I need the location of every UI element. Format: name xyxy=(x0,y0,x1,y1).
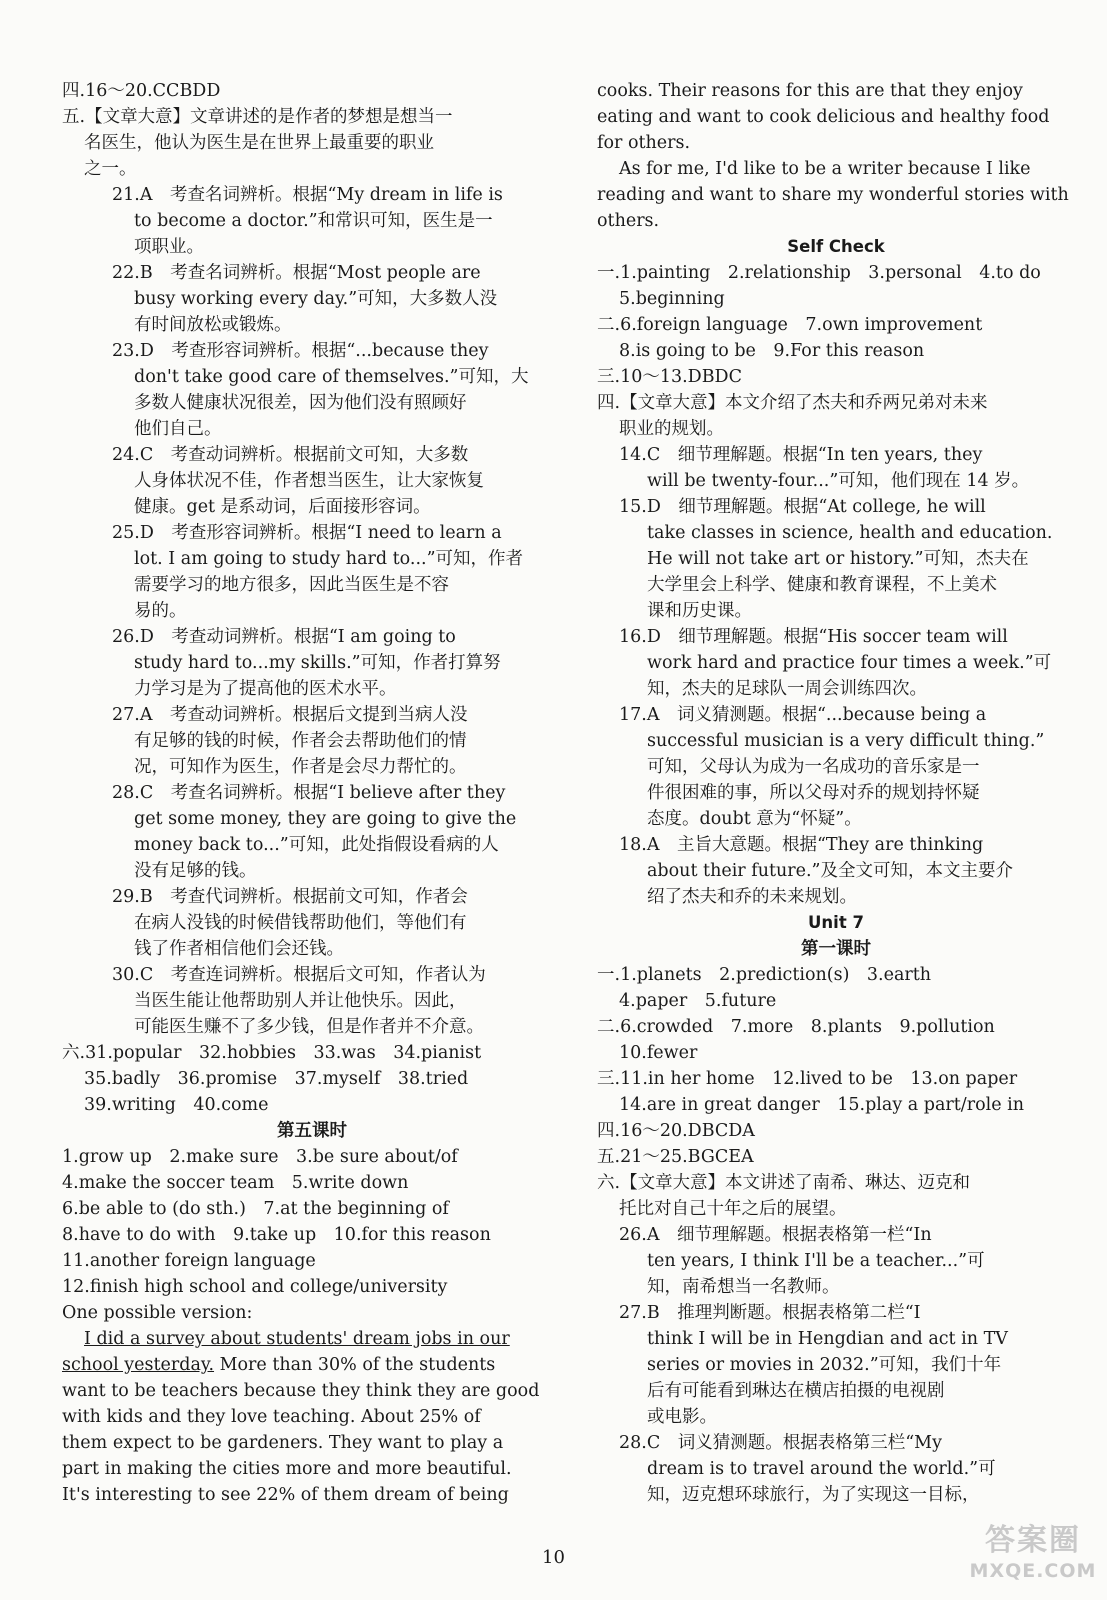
text-line: 四.16～20.DBCDA xyxy=(597,1121,755,1141)
text-line: 8.is going to be 9.For this reason xyxy=(619,341,925,361)
text-line: 件很困难的事，所以父母对乔的规划持怀疑 xyxy=(647,783,980,803)
text-line: 6.be able to (do sth.) 7.at the beginning of xyxy=(62,1199,449,1219)
text-line: 知，杰夫的足球队一周会训练四次。 xyxy=(647,679,927,699)
text-line: 39.writing 40.come xyxy=(84,1095,269,1115)
text-line: 26.D 考查动词辨析。根据“I am going to xyxy=(112,627,456,647)
text-line: 23.D 考查形容词辨析。根据“...because they xyxy=(112,341,489,361)
text-line: He will not take art or history.”可知，杰夫在 xyxy=(647,549,1029,569)
text-line: 在病人没钱的时候借钱帮助他们，等他们有 xyxy=(134,913,467,933)
text-line: 24.C 考查动词辨析。根据前文可知，大多数 xyxy=(112,445,469,465)
text-line: eating and want to cook delicious and healthy food xyxy=(597,107,1050,127)
text-line: others. xyxy=(597,211,660,231)
text-line: ten years, I think I'll be a teacher...”可 xyxy=(647,1251,985,1271)
text-line: 可知，父母认为成为一名成功的音乐家是一 xyxy=(647,757,980,777)
text-line: money back to...”可知，此处指假设看病的人 xyxy=(134,835,499,855)
text-line: 21.A 考查名词辨析。根据“My dream in life is xyxy=(112,185,503,205)
text-line: 10.fewer xyxy=(619,1043,698,1063)
text-line: cooks. Their reasons for this are that they enjoy xyxy=(597,81,1023,101)
section-heading: 第五课时 xyxy=(277,1121,347,1141)
text-line: 17.A 词义猜测题。根据“...because being a xyxy=(619,705,987,725)
text-line: 二.6.foreign language 7.own improvement xyxy=(597,315,983,335)
text-line: 有时间放松或锻炼。 xyxy=(134,315,292,335)
left-column xyxy=(62,78,562,1508)
section-heading: Self Check xyxy=(787,237,885,256)
text-line: 12.finish high school and college/university xyxy=(62,1277,448,1297)
text-line: 14.are in great danger 15.play a part/role in xyxy=(619,1095,1024,1115)
text-line: 27.A 考查动词辨析。根据后文提到当病人没 xyxy=(112,705,468,725)
text-line: 22.B 考查名词辨析。根据“Most people are xyxy=(112,263,481,283)
text-line: lot. I am going to study hard to...”可知，作者 xyxy=(134,549,524,569)
text-line: want to be teachers because they think they are good xyxy=(62,1381,540,1401)
text-line: 三.11.in her home 12.lived to be 13.on paper xyxy=(597,1069,1018,1089)
text-line: busy working every day.”可知，大多数人没 xyxy=(134,289,498,309)
text-line: 六.【文章大意】本文讲述了南希、琳达、迈克和 xyxy=(597,1173,971,1193)
right-column xyxy=(597,78,1075,1508)
text-line: study hard to...my skills.”可知，作者打算努 xyxy=(134,653,501,673)
text-line: 5.beginning xyxy=(619,289,725,309)
text-line: 课和历史课。 xyxy=(647,601,752,621)
text-line: I did a survey about students' dream jobs in our xyxy=(84,1329,510,1349)
text-line: take classes in science, health and education. xyxy=(647,523,1053,543)
text-line: reading and want to share my wonderful stories with xyxy=(597,185,1069,205)
watermark-text: 答案圈 xyxy=(985,1523,1081,1558)
text-line: 知，南希想当一名教师。 xyxy=(647,1277,840,1297)
text-line: 需要学习的地方很多，因此当医生是不容 xyxy=(134,575,449,595)
text-line: 五.21～25.BGCEA xyxy=(597,1147,754,1167)
text-line: 1.grow up 2.make sure 3.be sure about/of xyxy=(62,1147,458,1167)
text-line: 25.D 考查形容词辨析。根据“I need to learn a xyxy=(112,523,502,543)
text-line: don't take good care of themselves.”可知，大 xyxy=(134,367,529,387)
text-line: 五.【文章大意】文章讲述的是作者的梦想是想当一 xyxy=(62,107,453,127)
text-line: work hard and practice four times a week.”可 xyxy=(647,653,1052,673)
text-line: 六.31.popular 32.hobbies 33.was 34.pianist xyxy=(62,1043,482,1063)
text-line: 三.10～13.DBDC xyxy=(597,367,742,387)
text-line: 没有足够的钱。 xyxy=(134,861,257,881)
page-number: 10 xyxy=(542,1547,565,1568)
text-line: 四.【文章大意】本文介绍了杰夫和乔两兄弟对未来 xyxy=(597,393,988,413)
text-line: 8.have to do with 9.take up 10.for this reason xyxy=(62,1225,491,1245)
text-line: for others. xyxy=(597,133,691,153)
text-line: 四.16～20.CCBDD xyxy=(62,81,221,101)
text-line: 态度。doubt 意为“怀疑”。 xyxy=(647,809,862,829)
text-line: with kids and they love teaching. About 25% of xyxy=(62,1407,481,1427)
text-line: 力学习是为了提高他的医术水平。 xyxy=(134,679,397,699)
text-line: about their future.”及全文可知，本文主要介 xyxy=(647,861,1014,881)
text-line: get some money, they are going to give the xyxy=(134,809,517,829)
text-line: part in making the cities more and more beautiful. xyxy=(62,1459,512,1479)
text-line: 14.C 细节理解题。根据“In ten years, they xyxy=(619,445,983,465)
text-line: 托比对自己十年之后的展望。 xyxy=(619,1199,847,1219)
text-line: 11.another foreign language xyxy=(62,1251,316,1271)
text-line: 之一。 xyxy=(84,159,137,179)
text-line: 35.badly 36.promise 37.myself 38.tried xyxy=(84,1069,469,1089)
section-heading: Unit 7 xyxy=(808,913,864,932)
text-line: 27.B 推理判断题。根据表格第二栏“I xyxy=(619,1303,921,1323)
text-line: 人身体状况不佳，作者想当医生，让大家恢复 xyxy=(134,471,484,491)
text-line: One possible version: xyxy=(62,1303,253,1323)
text-line: 名医生，他认为医生是在世界上最重要的职业 xyxy=(84,133,434,153)
text-line: 职业的规划。 xyxy=(619,419,724,439)
text-line: 28.C 词义猜测题。根据表格第三栏“My xyxy=(619,1433,942,1453)
text-line: 26.A 细节理解题。根据表格第一栏“In xyxy=(619,1225,932,1245)
text-line: 况，可知作为医生，作者是会尽力帮忙的。 xyxy=(134,757,467,777)
text-line: 30.C 考查连词辨析。根据后文可知，作者认为 xyxy=(112,965,486,985)
text-line: them expect to be gardeners. They want to play a xyxy=(62,1433,504,1453)
text-line: 绍了杰夫和乔的未来规划。 xyxy=(647,887,857,907)
text-line: 18.A 主旨大意题。根据“They are thinking xyxy=(619,835,984,855)
text-line: 当医生能让他帮助别人并让他快乐。因此， xyxy=(134,991,467,1011)
text-line: to become a doctor.”和常识可知，医生是一 xyxy=(134,211,493,231)
text-line: school yesterday. More than 30% of the students xyxy=(62,1355,496,1375)
text-line: 项职业。 xyxy=(134,237,204,257)
text-line: 知，迈克想环球旅行，为了实现这一目标， xyxy=(647,1485,980,1505)
text-line: 可能医生赚不了多少钱，但是作者并不介意。 xyxy=(134,1017,484,1037)
text-line: 15.D 细节理解题。根据“At college, he will xyxy=(619,497,986,517)
text-line: 二.6.crowded 7.more 8.plants 9.pollution xyxy=(597,1017,995,1037)
watermark-logo xyxy=(968,1522,1098,1592)
text-line: 一.1.planets 2.prediction(s) 3.earth xyxy=(597,965,932,985)
text-line: 或电影。 xyxy=(647,1407,717,1427)
text-line: 29.B 考查代词辨析。根据前文可知，作者会 xyxy=(112,887,468,907)
text-line: It's interesting to see 22% of them dream of being xyxy=(62,1485,509,1505)
text-line: 后有可能看到琳达在横店拍摄的电视剧 xyxy=(647,1381,945,1401)
watermark-url: MXQE.COM xyxy=(969,1560,1097,1582)
text-line: 多数人健康状况很差，因为他们没有照顾好 xyxy=(134,393,467,413)
text-line: 健康。get 是系动词，后面接形容词。 xyxy=(134,497,431,517)
section-heading: 第一课时 xyxy=(801,939,871,959)
text-line: think I will be in Hengdian and act in TV xyxy=(647,1329,1008,1349)
text-line: dream is to travel around the world.”可 xyxy=(647,1459,996,1479)
text-line: 一.1.painting 2.relationship 3.personal 4.to do xyxy=(597,263,1041,283)
text-line: 4.make the soccer team 5.write down xyxy=(62,1173,409,1193)
text-line: 16.D 细节理解题。根据“His soccer team will xyxy=(619,627,1008,647)
text-line: As for me, I'd like to be a writer because I like xyxy=(619,159,1031,179)
text-line: 钱了作者相信他们会还钱。 xyxy=(134,939,344,959)
text-line: will be twenty-four...”可知，他们现在 14 岁。 xyxy=(647,471,1030,491)
text-line: 28.C 考查名词辨析。根据“I believe after they xyxy=(112,783,506,803)
text-line: 有足够的钱的时候，作者会去帮助他们的情 xyxy=(134,731,467,751)
text-line: series or movies in 2032.”可知，我们十年 xyxy=(647,1355,1002,1375)
text-line: 大学里会上科学、健康和教育课程，不上美术 xyxy=(647,575,997,595)
text-line: 4.paper 5.future xyxy=(619,991,777,1011)
text-line: successful musician is a very difficult thing.” xyxy=(647,731,1045,751)
text-line: 他们自己。 xyxy=(134,419,222,439)
text-line: 易的。 xyxy=(134,601,187,621)
